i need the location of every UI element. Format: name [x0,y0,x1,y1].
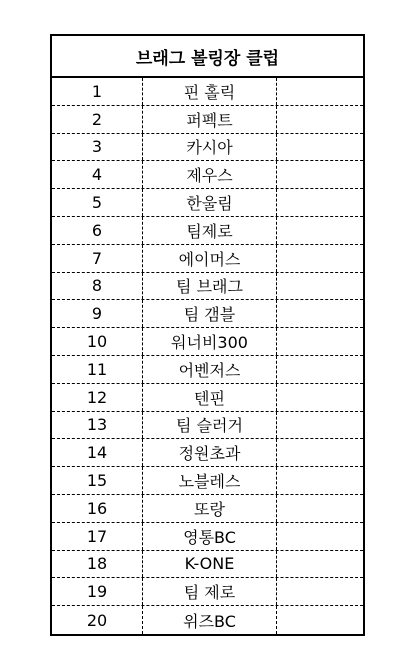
club-name-cell: 팀 갬블 [143,300,277,327]
table-title: 브래그 볼링장 클럽 [52,36,363,78]
club-name-cell: 핀 홀릭 [143,78,277,105]
empty-cell [277,300,363,327]
row-number-cell: 9 [52,300,143,327]
row-number-cell: 20 [52,606,143,634]
club-name-cell: K-ONE [143,551,277,578]
table-row [52,134,363,162]
row-number-cell: 14 [52,439,143,466]
row-number-cell: 18 [52,551,143,578]
club-name-cell: 영통BC [143,523,277,550]
empty-cell [277,412,363,439]
club-name-cell: 팀 브래그 [143,273,277,300]
table-row [52,78,363,106]
table-row [52,551,363,579]
table-row [52,328,363,356]
empty-cell [277,134,363,161]
empty-cell [277,384,363,411]
row-number-cell: 10 [52,328,143,355]
table-row [52,245,363,273]
club-name-cell: 퍼펙트 [143,106,277,133]
club-name-cell: 에이머스 [143,245,277,272]
row-number-cell: 6 [52,217,143,244]
club-name-cell: 팀 제로 [143,578,277,605]
table-row [52,273,363,301]
row-number-cell: 17 [52,523,143,550]
row-number-cell: 15 [52,467,143,494]
row-number-cell: 3 [52,134,143,161]
table-row [52,161,363,189]
table-body [52,78,363,634]
empty-cell [277,606,363,634]
club-name-cell: 카시아 [143,134,277,161]
row-number-cell: 19 [52,578,143,605]
row-number-cell: 16 [52,495,143,522]
empty-cell [277,161,363,188]
row-number-cell: 8 [52,273,143,300]
club-name-cell: 워너비300 [143,328,277,355]
empty-cell [277,523,363,550]
empty-cell [277,106,363,133]
table-row [52,439,363,467]
table-row [52,467,363,495]
empty-cell [277,578,363,605]
empty-cell [277,328,363,355]
row-number-cell: 2 [52,106,143,133]
table-row [52,356,363,384]
club-name-cell: 정원초과 [143,439,277,466]
empty-cell [277,356,363,383]
table-row [52,523,363,551]
empty-cell [277,78,363,105]
table-row [52,300,363,328]
table-row [52,578,363,606]
club-name-cell: 어벤저스 [143,356,277,383]
empty-cell [277,495,363,522]
club-name-cell: 또랑 [143,495,277,522]
empty-cell [277,439,363,466]
row-number-cell: 13 [52,412,143,439]
club-name-cell: 노블레스 [143,467,277,494]
table-row [52,495,363,523]
empty-cell [277,189,363,216]
club-name-cell: 텐핀 [143,384,277,411]
row-number-cell: 11 [52,356,143,383]
row-number-cell: 7 [52,245,143,272]
empty-cell [277,551,363,578]
table-row [52,384,363,412]
empty-cell [277,467,363,494]
table-row [52,412,363,440]
empty-cell [277,245,363,272]
table-row [52,217,363,245]
row-number-cell: 1 [52,78,143,105]
empty-cell [277,217,363,244]
table-row [52,189,363,217]
row-number-cell: 5 [52,189,143,216]
club-name-cell: 팀 슬러거 [143,412,277,439]
table-row [52,606,363,634]
table-row [52,106,363,134]
club-name-cell: 제우스 [143,161,277,188]
club-table [50,34,365,636]
club-name-cell: 한울림 [143,189,277,216]
club-name-cell: 팀제로 [143,217,277,244]
empty-cell [277,273,363,300]
club-name-cell: 위즈BC [143,606,277,634]
row-number-cell: 12 [52,384,143,411]
row-number-cell: 4 [52,161,143,188]
